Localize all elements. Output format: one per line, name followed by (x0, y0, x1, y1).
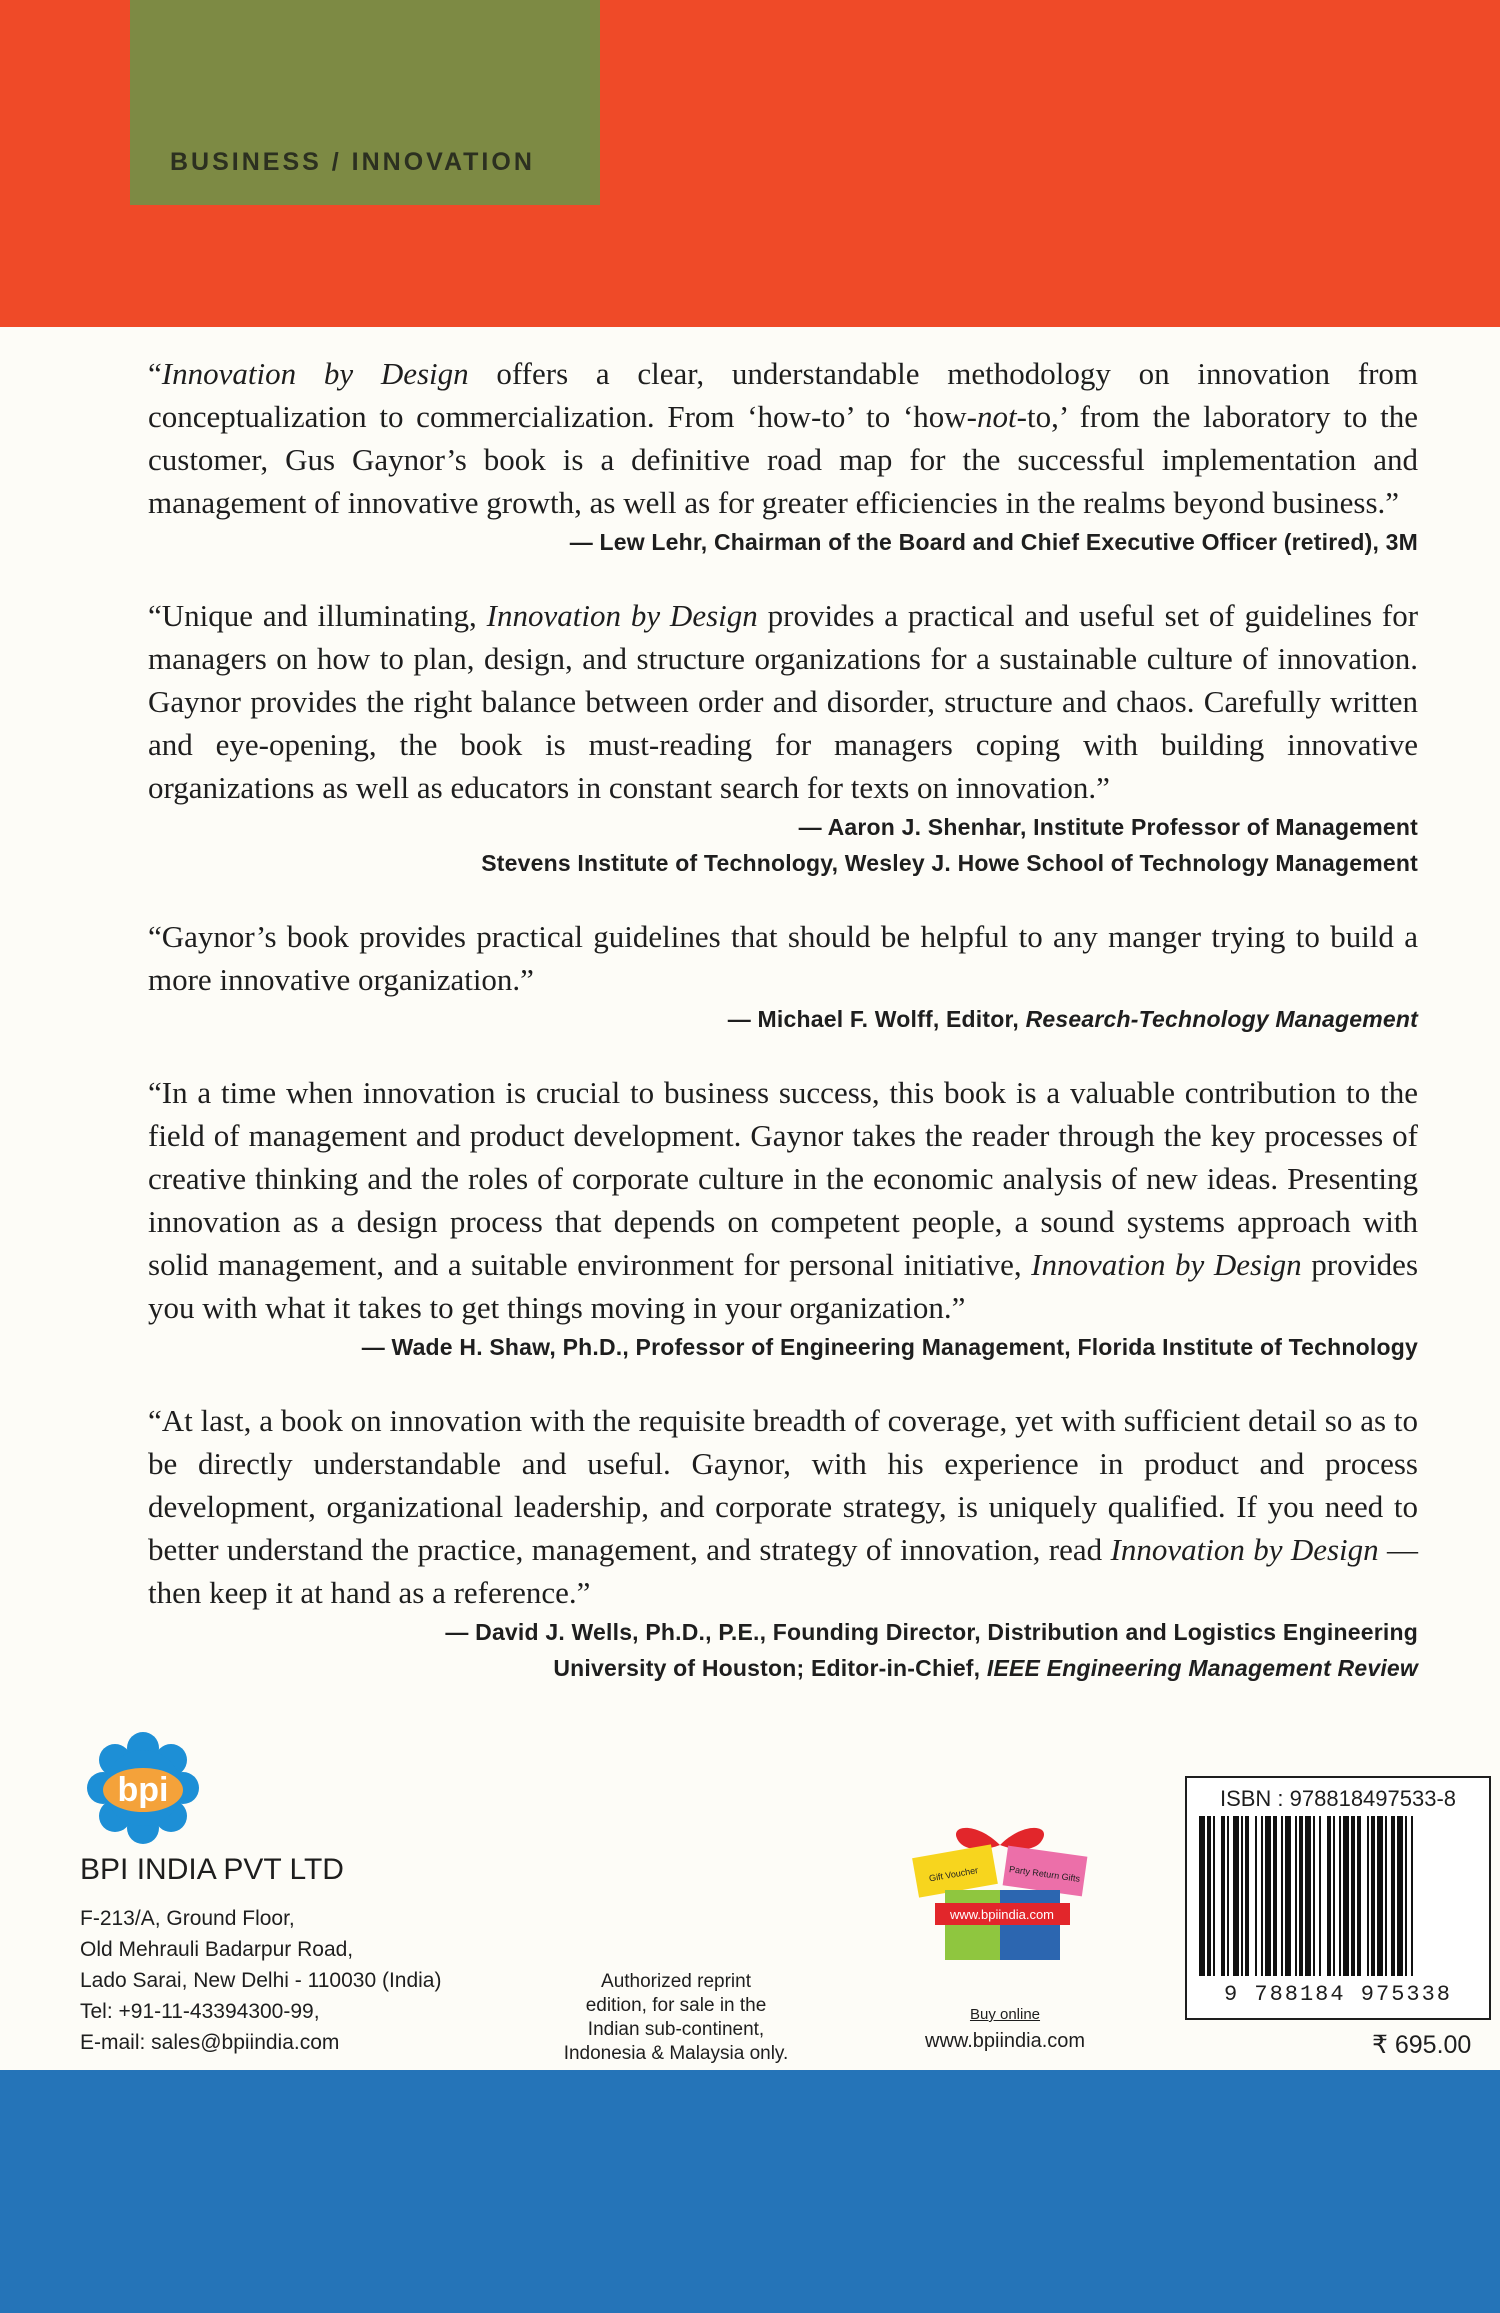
barcode-bar (1327, 1816, 1331, 1976)
address-line: Tel: +91-11-43394300-99, (80, 2000, 320, 2023)
category-box (130, 0, 600, 205)
endorsement-attribution: — Wade H. Shaw, Ph.D., Professor of Engineering Management, Florida Institute of Technology (361, 1334, 1418, 1360)
endorsements (148, 352, 1418, 1720)
barcode-bar (1285, 1816, 1291, 1976)
barcode-bar (1411, 1816, 1413, 1976)
buy-online-url: www.bpiindia.com (925, 2030, 1086, 2052)
endorsement-attribution-affiliation: University of Houston; Editor-in-Chief, IEEE Engineering Management Review (553, 1655, 1418, 1681)
buy-online-label: Buy online (969, 2006, 1041, 2023)
gift-banner-text: www.bpiindia.com (949, 1907, 1055, 1922)
barcode-bar (1261, 1816, 1263, 1976)
bpi-logo (85, 1730, 201, 1846)
category-label: BUSINESS / INNOVATION (170, 148, 535, 176)
price: ₹ 695.00 (1372, 2031, 1472, 2059)
bottom-color-band (0, 2070, 1500, 2313)
endorsement-text: “Gaynor’s book provides practical guidelines that should be helpful to any manger trying to build a more innovative organization.” (148, 919, 1418, 997)
barcode-bar (1371, 1816, 1375, 1976)
reprint-line: Indian sub-continent, (587, 2019, 765, 2040)
address-line: Old Mehrauli Badarpur Road, (80, 1938, 354, 1961)
barcode-bar (1333, 1816, 1335, 1976)
reprint-line: Indonesia & Malaysia only. (563, 2043, 789, 2064)
barcode-bar (1273, 1816, 1277, 1976)
barcode-bar (1339, 1816, 1341, 1976)
barcode-bar (1255, 1816, 1257, 1976)
endorsement-text: “Innovation by Design offers a clear, understandable methodology on innovation from conceptualization to commercialization. From ‘how-to’ to ‘how-not-to,’ from the laboratory to the customer, Gus Gaynor’s book is a definitive road map for the successful implementation and management of innovative growth, as well as for greater efficiencies in the realms beyond business.” (148, 356, 1419, 520)
endorsement-attribution: — Aaron J. Shenhar, Institute Professor of Management (798, 814, 1418, 840)
barcode-bar (1385, 1816, 1387, 1976)
barcode-bar (1281, 1816, 1283, 1976)
publisher-name: BPI INDIA PVT LTD (80, 1853, 344, 1886)
address-line: Lado Sarai, New Delhi - 110030 (India) (80, 1969, 442, 1992)
barcode-bar (1405, 1816, 1407, 1976)
endorsement-text: “In a time when innovation is crucial to business success, this book is a valuable contribution to the field of management and product development. Gaynor takes the reader through the key processes of creative thinking and the roles of corporate culture in the economic analysis of new ideas. Presenting innovation as a design process that depends on competent people, a sound systems approach with solid management, and a suitable environment for personal initiative, Innovation by Design provides you with what it takes to get things moving in your organization.” (148, 1075, 1419, 1325)
address-line: F-213/A, Ground Floor, (80, 1907, 295, 1930)
endorsement-4 (148, 1071, 1418, 1365)
endorsement-attribution: — Lew Lehr, Chairman of the Board and Chief Executive Officer (retired), 3M (569, 529, 1418, 555)
barcode-bar (1227, 1816, 1229, 1976)
reprint-notice (556, 1970, 796, 2066)
barcode-bar (1357, 1816, 1361, 1976)
logo-text: bpi (117, 1771, 169, 1809)
gift-tag-text: Gift Voucher (928, 1865, 979, 1884)
barcode-bar (1241, 1816, 1243, 1976)
top-color-band (0, 0, 1500, 327)
address-line: E-mail: sales@bpiindia.com (80, 2031, 340, 2054)
publisher-address (80, 1903, 441, 2058)
barcode-bar (1207, 1816, 1211, 1976)
endorsement-text: “At last, a book on innovation with the requisite breadth of coverage, yet with sufficient detail so as to be directly understandable and useful. Gaynor, with his experience in product and process development, organizational leadership, and corporate strategy, is uniquely qualified. If you need to better understand the practice, management, and strategy of innovation, read Innovation by Design —then keep it at hand as a reference.” (148, 1403, 1419, 1610)
endorsement-2 (148, 594, 1418, 881)
endorsement-3 (148, 915, 1418, 1037)
barcode-bar (1213, 1816, 1215, 1976)
reprint-line: edition, for sale in the (585, 1995, 767, 2016)
barcode-bar (1319, 1816, 1321, 1976)
endorsement-1 (148, 352, 1418, 560)
barcode-bar (1351, 1816, 1355, 1976)
barcode-bar (1221, 1816, 1225, 1976)
isbn-digits: 9 788184 975338 (1223, 1982, 1453, 2007)
barcode-bar (1295, 1816, 1297, 1976)
barcode-bar (1199, 1816, 1205, 1976)
barcode-bar (1391, 1816, 1395, 1976)
barcode-bar (1397, 1816, 1403, 1976)
barcode (1197, 1816, 1479, 1976)
barcode-bar (1367, 1816, 1369, 1976)
reprint-line: Authorized reprint (601, 1971, 751, 1992)
isbn-label: ISBN : 978818497533-8 (1219, 1786, 1457, 1811)
barcode-bar (1265, 1816, 1271, 1976)
barcode-bar (1377, 1816, 1383, 1976)
endorsement-5 (148, 1399, 1418, 1686)
gift-tag-text: Party Return Gifts (1008, 1864, 1081, 1884)
barcode-bar (1245, 1816, 1249, 1976)
endorsement-attribution-affiliation: Stevens Institute of Technology, Wesley J. Howe School of Technology Management (481, 850, 1418, 876)
endorsement-text: “Unique and illuminating, Innovation by Design provides a practical and useful set of guidelines for managers on how to plan, design, and structure organizations for a sustainable culture of innovation. Gaynor provides the right balance between order and disorder, structure and chaos. Carefully written and eye-opening, the book is must-reading for managers coping with building innovative organizations as well as educators in constant search for texts on innovation.” (148, 598, 1419, 805)
barcode-bar (1299, 1816, 1303, 1976)
endorsement-attribution: — Michael F. Wolff, Editor, Research-Technology Management (727, 1006, 1418, 1032)
barcode-bar (1313, 1816, 1315, 1976)
barcode-bar (1233, 1816, 1239, 1976)
barcode-bar (1343, 1816, 1349, 1976)
gift-box-icon (905, 1815, 1095, 1965)
isbn-barcode-box (1185, 1776, 1491, 2020)
endorsement-attribution: — David J. Wells, Ph.D., P.E., Founding Director, Distribution and Logistics Engineering (445, 1619, 1418, 1645)
barcode-bar (1305, 1816, 1311, 1976)
